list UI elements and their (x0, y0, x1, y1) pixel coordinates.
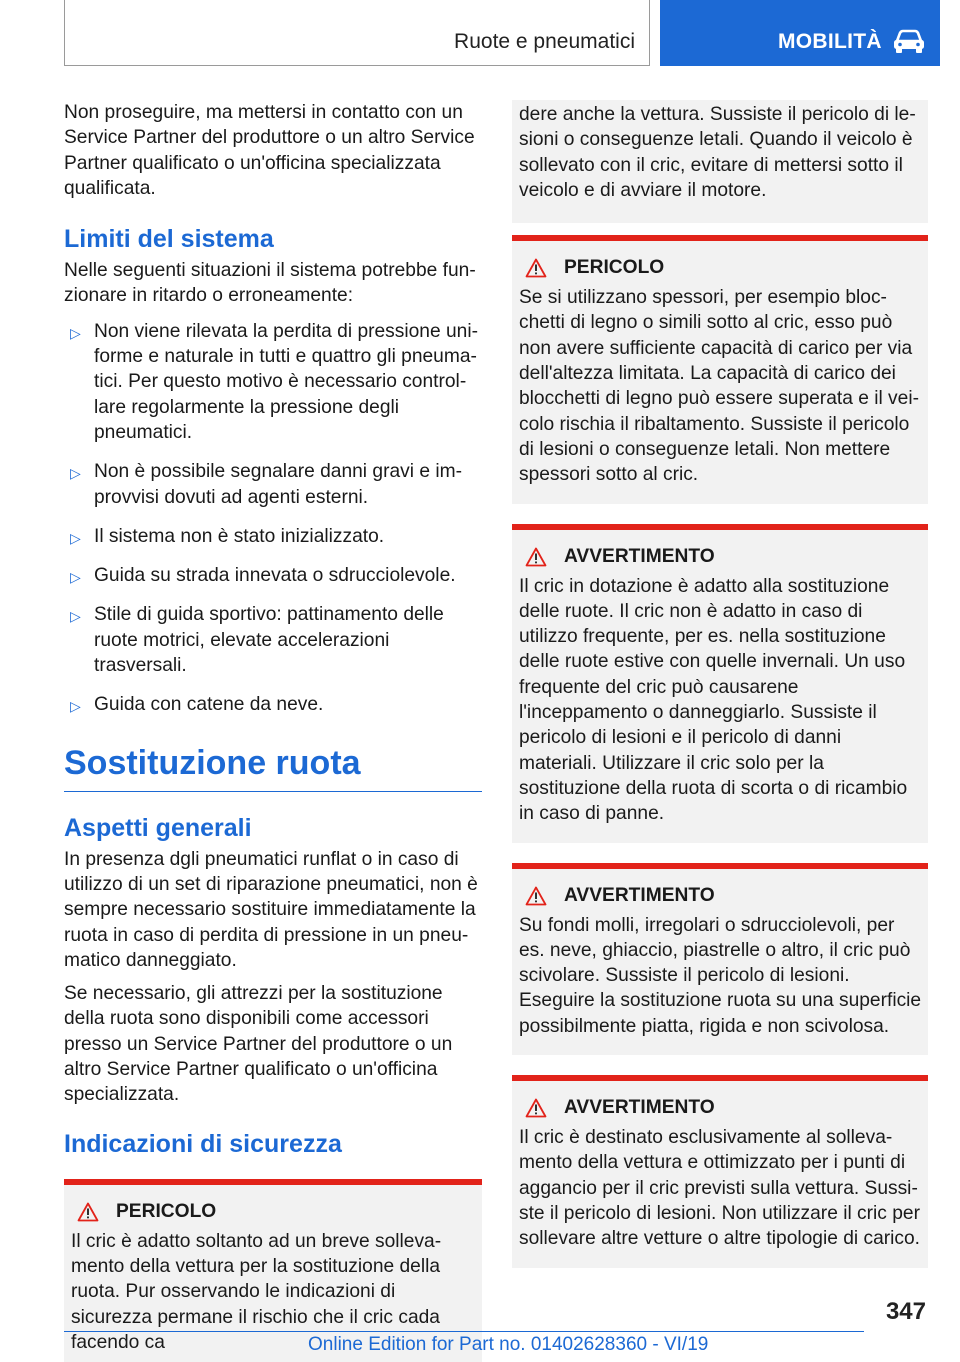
warning-header (519, 1097, 922, 1119)
page-number: 347 (885, 1298, 926, 1325)
triangle-bullet-icon: ▷ (70, 529, 81, 546)
chapter-title: MOBILITÀ (778, 30, 882, 53)
warning-text: Il cric è destinato esclusivamente al sollevamento della vettura e ottimizzato per i punti di aggancio per il cric previsti sulla vettura. Sussiste il pericolo di lesioni. Non utilizzare il cric per sollevare altre vetture o altre tipologie di carico. (519, 1127, 921, 1250)
list-item: ▷ Non è possibile segnalare danni gravi e improvvisi dovuti ad agenti esterni. (70, 461, 462, 508)
safety-heading: Indicazioni di sicurezza (64, 1129, 342, 1158)
warning-box (512, 863, 928, 1055)
warning-triangle-icon (525, 547, 547, 567)
warning-title: PERICOLO (564, 257, 665, 279)
triangle-bullet-icon: ▷ (70, 608, 81, 625)
major-heading: Sostituzione ruota (64, 744, 482, 792)
warning-text: Su fondi molli, irregolari o sdrucciolevoli, per es. neve, ghiaccio, piastrelle o altro, il cric può scivolare. Sussiste il pericolo di lesioni. Eseguire la sostituzione ruota su una superficie possibilmente piatta, rigida e non scivolosa. (519, 914, 922, 1037)
list-item: ▷ Guida con catene da neve. (64, 692, 482, 717)
warning-text: Il cric è adatto soltanto ad un breve sollevamento della vettura per la sostituzione della ruota. Pur osservando le indicazioni di sicurezza permane il rischio che il cric cada facendo ca (71, 1230, 442, 1353)
warning-title: AVVERTIMENTO (564, 1097, 715, 1119)
limits-intro: Nelle seguenti situazioni il sistema potrebbe funzionare in ritardo o erroneamente: (64, 260, 476, 307)
list-item: ▷ Il sistema non è stato inizializzato. (64, 524, 482, 549)
warning-text: Se si utilizzano spessori, per esempio blocchetti di legno o simili sotto al cric, esso può non avere sufficiente capacità di carico per via dell'altezza limitata. La capacità di carico dei blocchetti di legno può essere superata e il veicolo rischia il ribaltamento. Sussiste il pericolo di lesioni o conseguenze letali. Non mettere spessori sotto al cric. (519, 287, 919, 486)
triangle-bullet-icon: ▷ (70, 465, 81, 482)
warning-header (519, 885, 922, 907)
warning-box (512, 235, 928, 503)
warning-box-continued (512, 100, 928, 223)
warning-title: AVVERTIMENTO (564, 884, 715, 906)
general-paragraph-1: In presenza dgli pneumatici runflat o in caso di utilizzo di un set di riparazione pneumatici, non è sempre necessario sostituire immediatamente la ruota in caso di perdita di pressione in un pneumatico danneggiato. (64, 848, 478, 971)
car-icon (892, 28, 926, 54)
warning-triangle-icon (525, 1098, 547, 1118)
warning-text: Il cric in dotazione è adatto alla sostituzione delle ruote. Il cric non è adatto in caso di utilizzo frequente, per es. nella sostituzione delle ruote estive con quelle invernali. Un uso frequente del cric può causarene l'inceppamento o danneggiarlo. Sussiste il pericolo di lesioni e il pericolo di danni materiali. Utilizzare il cric solo per la sostituzione della ruota di scorta o di ricambio in caso di panne. (519, 575, 908, 825)
warning-title: PERICOLO (116, 1200, 217, 1222)
warning-header (71, 1201, 476, 1223)
warning-box (512, 1075, 928, 1267)
left-column (64, 100, 482, 1362)
right-column (512, 100, 928, 1268)
footer-divider (64, 1331, 864, 1332)
chapter-tab[interactable] (660, 0, 940, 66)
list-item: ▷ Non viene rilevata la perdita di pressione uniforme e naturale in tutti e quattro gli pneumatici. Per questo motivo è necessario controllare regolarmente la pressione degli pneumatici. (70, 320, 478, 443)
list-item: ▷ Stile di guida sportivo: pattinamento delle ruote motrici, elevate accelerazioni trasversali. (70, 604, 444, 677)
warning-triangle-icon (525, 886, 547, 906)
warning-header (519, 257, 922, 279)
header-section-box (64, 0, 650, 66)
limits-heading: Limiti del sistema (64, 225, 274, 254)
triangle-bullet-icon: ▷ (70, 569, 81, 586)
warning-triangle-icon (77, 1202, 99, 1222)
footer-edition: Online Edition for Part no. 01402628360 - VI/19 (308, 1334, 709, 1355)
warning-title: AVVERTIMENTO (564, 545, 715, 567)
general-heading: Aspetti generali (64, 813, 252, 842)
list-item: ▷ Guida su strada innevata o sdrucciolevole. (64, 563, 482, 588)
warning-text-continued: dere anche la vettura. Sussiste il pericolo di lesioni o conseguenze letali. Quando il veicolo è sollevato con il cric, evitare di mettersi sotto il veicolo e di avviare il motore. (519, 104, 916, 201)
intro-paragraph: Non proseguire, ma mettersi in contatto con un Service Partner del produttore o un altro Service Partner qualificato o un'officina specializzata qualificata. (64, 102, 475, 199)
limits-list (64, 319, 482, 718)
triangle-bullet-icon: ▷ (70, 324, 81, 341)
warning-box (512, 524, 928, 843)
section-title: Ruote e pneumatici (454, 30, 635, 53)
warning-triangle-icon (525, 258, 547, 278)
triangle-bullet-icon: ▷ (70, 698, 81, 715)
general-paragraph-2: Se necessario, gli attrezzi per la sostituzione della ruota sono disponibili come accessori presso un Service Partner del produttore o un altro Service Partner qualificato o un'officina specializzata. (64, 983, 453, 1106)
warning-header (519, 546, 922, 568)
